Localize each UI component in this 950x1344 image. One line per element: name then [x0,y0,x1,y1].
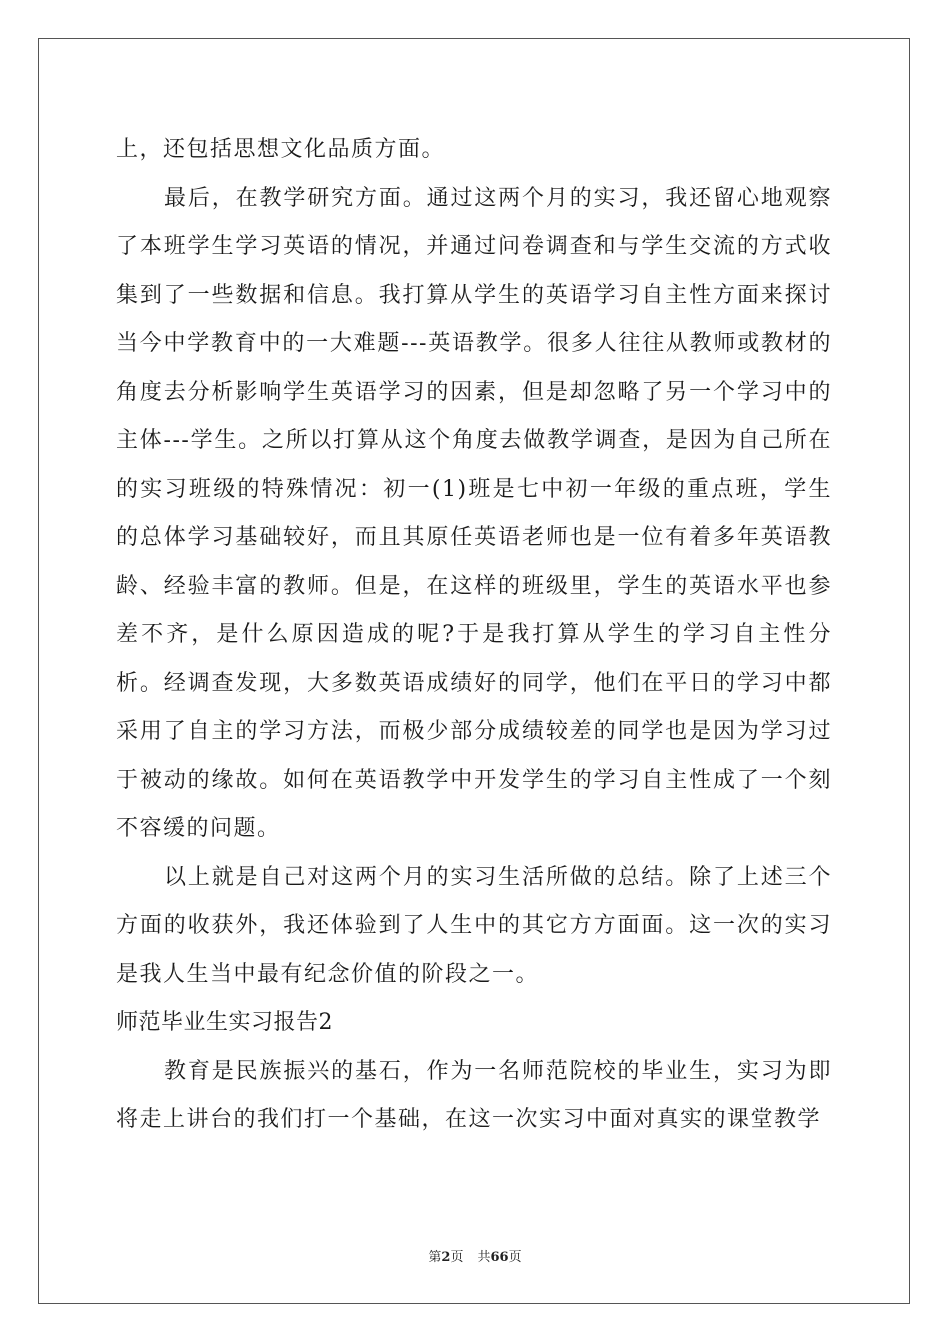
section-title: 师范毕业生实习报告2 [116,1010,333,1035]
footer-prefix: 第 [428,1250,442,1265]
footer-page-suffix: 页 [450,1250,464,1265]
paragraph-teaching-research: 最后，在教学研究方面。通过这两个月的实习，我还留心地观察了本班学生学习英语的情况，并通过问卷调查和与学生交流的方式收集到了一些数据和信息。我打算从学生的英语学习自主性方面来探讨当今中学教育中的一大难题---英语教学。很多人往往从教师或教材的角度去分析影响学生英语学习的因素，但是却忽略了另一个学习中的主体---学生。之所以打算从这个角度去做教学调查，是因为自己所在的实习班级的特殊情况：初一(1)班是七中初一年级的重点班，学生的总体学习基础较好，而且其原任英语老师也是一位有着多年英语教龄、经验丰富的教师。但是，在这样的班级里，学生的英语水平也参差不齐，是什么原因造成的呢?于是我打算从学生的学习自主性分析。经调查发现，大多数英语成绩好的同学，他们在平日的学习中都采用了自主的学习方法，而极少部分成绩较差的同学也是因为学习过于被动的缘故。如何在英语教学中开发学生的学习自主性成了一个刻不容缓的问题。 [116,185,832,841]
current-page-number: 2 [441,1250,451,1265]
footer-total-prefix: 共 [477,1250,491,1265]
footer-total-suffix: 页 [508,1250,522,1265]
paragraph-continuation: 上，还包括思想文化品质方面。 [116,137,446,162]
paragraph-report-2-intro: 教育是民族振兴的基石，作为一名师范院校的毕业生，实习为即将走上讲台的我们打一个基础，在这一次实习中面对真实的课堂教学 [116,1058,832,1132]
document-body [116,126,832,1145]
page-footer [0,1246,950,1265]
total-pages-number: 66 [490,1250,509,1265]
paragraph-summary: 以上就是自己对这两个月的实习生活所做的总结。除了上述三个方面的收获外，我还体验到了人生中的其它方方面面。这一次的实习是我人生当中最有纪念价值的阶段之一。 [116,864,832,987]
